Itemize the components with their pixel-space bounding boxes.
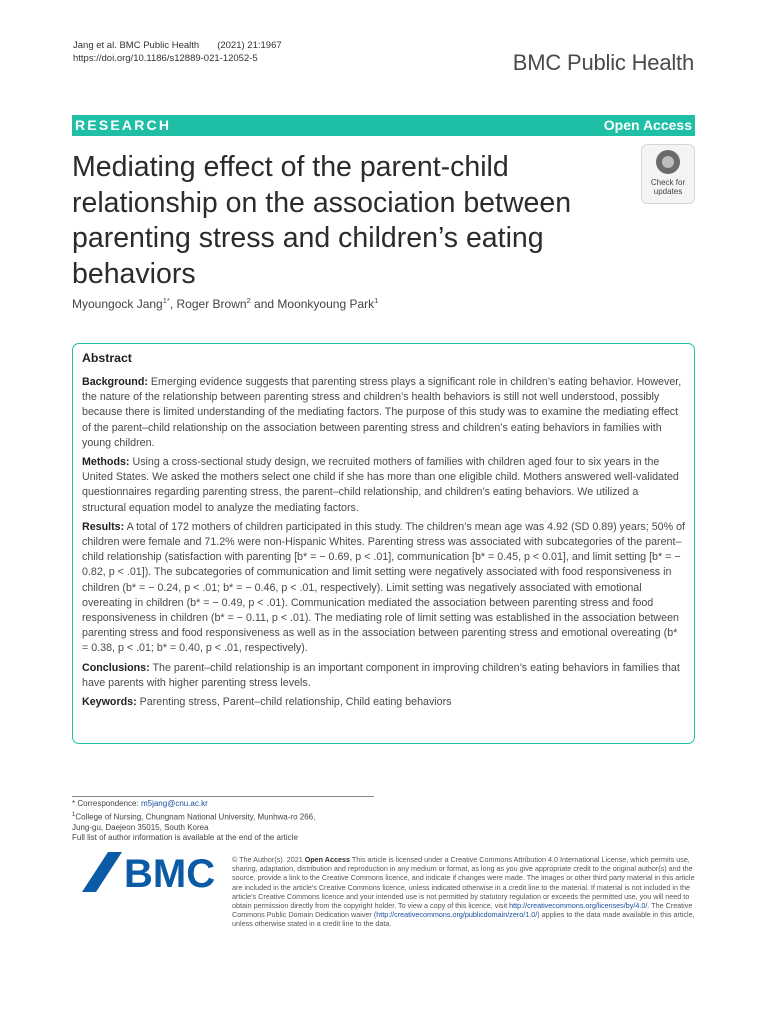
badge-line-1: Check for xyxy=(650,178,686,187)
author-affiliation: 1* xyxy=(162,296,170,305)
author-separator: and xyxy=(250,297,278,311)
correspondence-label: * Correspondence: xyxy=(72,799,139,808)
section-label: Results: xyxy=(82,520,125,533)
doi-link[interactable]: https://doi.org/10.1186/s12889-021-12052-5 xyxy=(73,53,258,64)
abstract-heading: Abstract xyxy=(82,351,132,365)
article-title: Mediating effect of the parent-child relationship on the association between parenting stress and children’s eating behaviors xyxy=(72,151,572,290)
section-banner xyxy=(72,115,695,136)
bmc-logo-text: BMC xyxy=(124,852,216,892)
affiliation-number: 1 xyxy=(72,811,76,818)
footnotes xyxy=(72,799,315,844)
section-text: The parent–child relationship is an important component in improving children’s eating behaviors in families that have parents with higher parenting stress levels. xyxy=(82,661,680,689)
author-name: Roger Brown xyxy=(176,297,247,311)
affiliation-line-1: College of Nursing, Chungnam National University, Munhwa-ro 266, xyxy=(75,812,316,822)
citation-header xyxy=(73,39,282,65)
license-body: ) applies to the data made available in this article, unless otherwise stated in a credit line to the data. xyxy=(232,910,695,929)
open-access-label: Open Access xyxy=(603,117,692,133)
license-open-access: Open Access xyxy=(304,855,350,864)
license-link[interactable]: http://creativecommons.org/publicdomain/zero/1.0/ xyxy=(376,910,538,920)
full-author-info-note: Full list of author information is available at the end of the article xyxy=(72,833,298,843)
abstract-results xyxy=(82,520,685,657)
section-label: Background: xyxy=(82,376,148,388)
abstract-methods xyxy=(82,455,685,516)
section-text: Emerging evidence suggests that parenting stress plays a significant role in children’s eating behavior. However, the nature of the relationship between parenting stress and children’s health behaviors is still not well understood, possibly because there is limited understanding of the mediating factors. The purpose of this study was to examine the mediating effect of the parent–child relationship on the association between parenting stress and children’s eating behaviors in families with young children. xyxy=(82,376,682,449)
abstract-conclusions xyxy=(82,661,685,691)
citation-year-volume: (2021) 21:1967 xyxy=(217,40,282,51)
footnote-divider xyxy=(72,796,374,797)
author-affiliation: 1 xyxy=(374,296,379,305)
check-for-updates-badge[interactable] xyxy=(641,144,695,204)
license-body: . The Creative Commons Public Domain Dedication waiver ( xyxy=(232,901,693,920)
license-copyright: © The Author(s). 2021 xyxy=(232,855,305,864)
bmc-logo-mark xyxy=(82,852,122,892)
author-separator: , xyxy=(169,297,177,311)
section-label: Conclusions: xyxy=(82,661,150,674)
abstract-keywords xyxy=(82,695,685,710)
bmc-logo xyxy=(82,852,218,892)
section-text: Parenting stress, Parent–child relationship, Child eating behaviors xyxy=(139,696,452,709)
check-updates-icon xyxy=(656,150,680,174)
affiliation-line-2: Jung-gu, Daejeon 35015, South Korea xyxy=(72,822,209,832)
badge-line-2: updates xyxy=(653,186,683,196)
abstract-box xyxy=(72,343,695,744)
author-name: Moonkyoung Park xyxy=(277,297,375,311)
author-list xyxy=(72,296,378,311)
section-text: Using a cross-sectional study design, we recruited mothers of families with children aged four to six years in the United States. We asked the mothers select one child if she has more than one eligible child. Mothers answered well-validated questionnaires regarding parenting stress, the parent–child relationship, and children’s eating behaviors. We utilized a structural equation model to analyze the mediating factors. xyxy=(82,456,679,514)
license-text xyxy=(232,855,696,929)
author-affiliation: 2 xyxy=(246,296,251,305)
license-link[interactable]: http://creativecommons.org/licenses/by/4.0/ xyxy=(509,901,648,911)
citation-authors: Jang et al. BMC Public Health xyxy=(73,40,200,51)
section-label: Methods: xyxy=(82,456,130,469)
section-text: A total of 172 mothers of children participated in this study. The children’s mean age was 4.92 (SD 0.89) years; 50% of children were female and 71.2% were non-Hispanic Whites. Parenting stress was associated with subcategories of the parent–child relationship (satisfaction with parenting [b* = − 0.69, p < .01], communication [b* = 0.45, p < 0.01], and limit setting [b* = − 0.82, p < .01]). The subcategories of communication and limit setting were negatively associated with food responsiveness in children (b* = − 0.24, p < .01; b* = − 0.46, p < .01, respectively). Limit setting was negatively associated with emotional overeating in children (b* = − 0.49, p < .01). Communication mediated the association between parenting stress and food responsiveness in children (b* = − 0.11, p < .01). The mediating role of limit setting was established in the association between parenting stress and food responsiveness as well as in the association between parenting stress and emotional overeating (b* = 0.38, p < .01; b* = 0.40, p < .01, respectively). xyxy=(82,520,685,655)
section-label: Keywords: xyxy=(82,696,137,709)
abstract-background xyxy=(82,375,685,451)
journal-name: BMC Public Health xyxy=(512,50,694,75)
correspondence-email[interactable]: m5jang@cnu.ac.kr xyxy=(140,799,208,808)
section-label: RESEARCH xyxy=(75,117,172,133)
license-body: This article is licensed under a Creative Commons Attribution 4.0 International License, which permits use, sharing, adaptation, distribution and reproduction in any medium or format, as long as you give appropriate credit to the original author(s) and the source, provide a link to the Creative Commons licence, and indicate if changes were made. The images or other third party material in this article are included in the article's Creative Commons licence, unless indicated otherwise in a credit line to the material. If material is not included in the article's Creative Commons licence and your intended use is not permitted by statutory regulation or exceeds the permitted use, you will need to obtain permission directly from the copyright holder. To view a copy of this licence, visit xyxy=(232,855,695,911)
author-name: Myoungock Jang xyxy=(72,297,163,311)
